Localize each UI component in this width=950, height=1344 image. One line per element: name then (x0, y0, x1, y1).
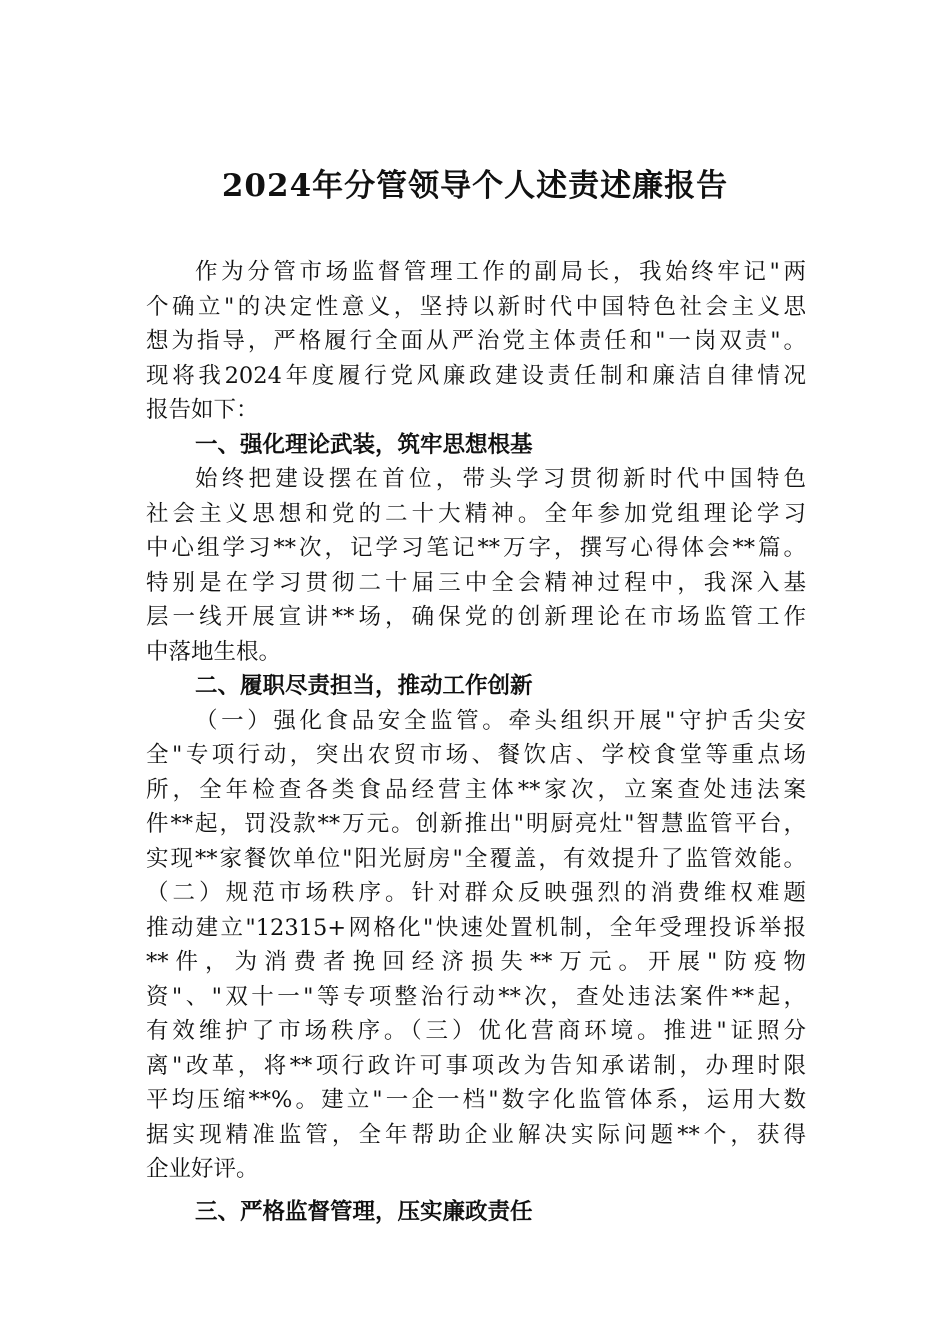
document-body (146, 255, 806, 1229)
section2-line: 件**起，罚没款**万元。创新推出"明厨亮灶"智慧监管平台， (146, 811, 806, 837)
section2-line: （一）强化食品安全监管。牵头组织开展"守护舌尖安 (195, 707, 806, 734)
section2-line: 推动建立"12315+网格化"快速处置机制，全年受理投诉举报 (146, 914, 806, 941)
section2-line: 离"改革，将**项行政许可事项改为告知承诺制，办理时限 (146, 1052, 806, 1079)
section-heading: 一、强化理论武装，筑牢思想根基 (195, 431, 533, 458)
section2-line: 所，全年检查各类食品经营主体**家次，立案查处违法案 (146, 776, 806, 803)
intro-line: 作为分管市场监督管理工作的副局长，我始终牢记"两 (195, 259, 806, 285)
section2-line: 有效维护了市场秩序。（三）优化营商环境。推进"证照分 (146, 1018, 806, 1044)
intro-line: 想为指导，严格履行全面从严治党主体责任和"一岗双责"。 (146, 328, 806, 354)
section-heading: 三、严格监督管理，压实廉政责任 (195, 1198, 533, 1225)
intro-line: 报告如下： (146, 397, 259, 423)
section1-line: 特别是在学习贯彻二十届三中全会精神过程中，我深入基 (146, 569, 806, 596)
section1-line: 层一线开展宣讲**场，确保党的创新理论在市场监管工作 (146, 604, 806, 630)
intro-line: 现将我2024年度履行党风廉政建设责任制和廉洁自律情况 (146, 362, 806, 389)
section2-line: 资"、"双十一"等专项整治行动**次，查处违法案件**起， (146, 983, 806, 1010)
section2-line: 企业好评。 (146, 1156, 259, 1182)
section2-line: 全"专项行动，突出农贸市场、餐饮店、学校食堂等重点场 (146, 742, 806, 768)
section1-line: 中心组学习**次，记学习笔记**万字，撰写心得体会**篇。 (146, 535, 806, 561)
section2-line: **件，为消费者挽回经济损失**万元。开展"防疫物 (146, 949, 806, 975)
section1-line: 中落地生根。 (146, 638, 282, 665)
section-heading: 二、履职尽责担当，推动工作创新 (195, 673, 533, 699)
section2-line: 据实现精准监管，全年帮助企业解决实际问题**个，获得 (146, 1121, 806, 1148)
section2-line: 实现**家餐饮单位"阳光厨房"全覆盖，有效提升了监管效能。 (146, 845, 806, 872)
paragraph-spacer (146, 1187, 806, 1195)
document-title: 2024年分管领导个人述责述廉报告 (221, 168, 729, 204)
section1-line: 始终把建设摆在首位，带头学习贯彻新时代中国特色 (195, 466, 806, 492)
section2-line: （二）规范市场秩序。针对群众反映强烈的消费维权难题 (146, 880, 806, 906)
intro-line: 个确立"的决定性意义，坚持以新时代中国特色社会主义思 (146, 293, 806, 320)
section2-line: 平均压缩**%。建立"一企一档"数字化监管体系，运用大数 (146, 1087, 806, 1113)
section1-line: 社会主义思想和党的二十大精神。全年参加党组理论学习 (146, 500, 806, 527)
